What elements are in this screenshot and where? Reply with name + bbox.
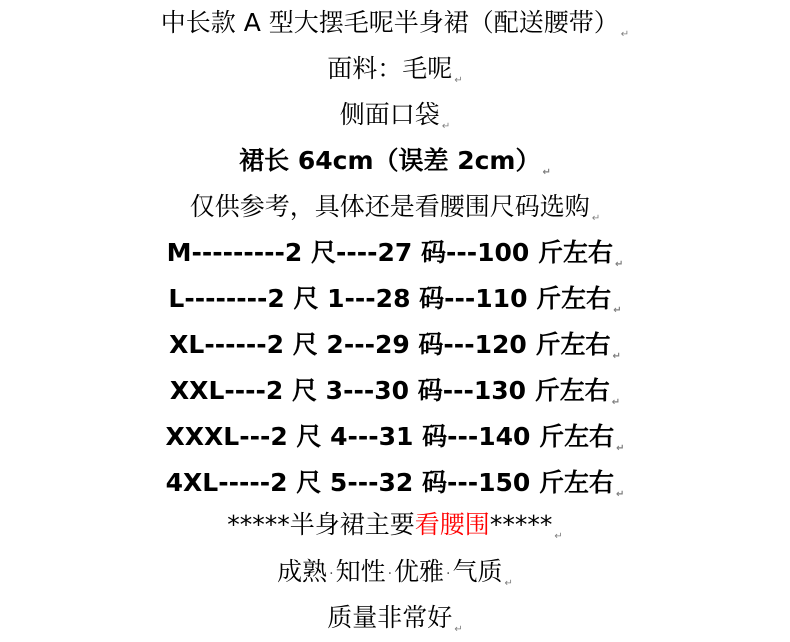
reference-note-text: 仅供参考，具体还是看腰围尺码选购 bbox=[189, 192, 590, 221]
paragraph-mark-icon: ↵ bbox=[614, 259, 624, 270]
size-row-xxxl bbox=[0, 417, 790, 457]
size-row-text: 4XL-----2 尺 5---32 码---150 斤左右 bbox=[165, 468, 614, 497]
size-row-xl bbox=[0, 325, 790, 365]
closing-text: 质量非常好 bbox=[327, 603, 453, 632]
pocket-line bbox=[0, 95, 790, 135]
paragraph-mark-icon: ↵ bbox=[454, 75, 463, 86]
size-row-text: XL------2 尺 2---29 码---120 斤左右 bbox=[169, 330, 611, 359]
size-row-l bbox=[0, 279, 790, 319]
pocket-text: 侧面口袋 bbox=[339, 100, 440, 129]
quality-item: 优雅 bbox=[394, 557, 445, 586]
paragraph-mark-icon: ↵ bbox=[454, 624, 463, 635]
product-title-line bbox=[0, 3, 790, 43]
quality-item: 气质 bbox=[452, 557, 503, 586]
paragraph-mark-icon: ↵ bbox=[441, 121, 451, 132]
product-title: 中长款 A 型大摆毛呢半身裙（配送腰带） bbox=[160, 8, 619, 37]
paragraph-mark-icon: ↵ bbox=[504, 578, 513, 589]
separator-dot-icon: · bbox=[329, 566, 334, 582]
material-text: 面料：毛呢 bbox=[327, 54, 453, 83]
reference-note-line bbox=[0, 187, 790, 227]
paragraph-mark-icon: ↵ bbox=[542, 167, 551, 178]
paragraph-mark-icon: ↵ bbox=[611, 397, 621, 408]
size-row-text: M---------2 尺----27 码---100 斤左右 bbox=[166, 238, 613, 267]
emphasis-highlight: 看腰围 bbox=[414, 510, 490, 539]
paragraph-mark-icon: ↵ bbox=[554, 531, 563, 542]
paragraph-mark-icon: ↵ bbox=[612, 351, 621, 362]
separator-dot-icon: · bbox=[446, 566, 451, 582]
closing-line bbox=[0, 598, 790, 638]
size-row-text: XXXL---2 尺 4---31 码---140 斤左右 bbox=[165, 422, 615, 451]
size-row-m bbox=[0, 233, 790, 273]
waist-emphasis-line bbox=[0, 505, 790, 545]
quality-item: 成熟 bbox=[277, 557, 328, 586]
paragraph-mark-icon: ↵ bbox=[620, 29, 630, 40]
size-row-4xl bbox=[0, 463, 790, 503]
skirt-length-line bbox=[0, 141, 790, 181]
paragraph-mark-icon: ↵ bbox=[613, 305, 622, 316]
separator-dot-icon: · bbox=[387, 566, 393, 582]
qualities-line bbox=[0, 552, 790, 592]
size-row-xxl bbox=[0, 371, 790, 411]
size-row-text: XXL----2 尺 3---30 码---130 斤左右 bbox=[169, 376, 610, 405]
quality-item: 知性 bbox=[335, 557, 386, 586]
size-row-text: L--------2 尺 1---28 码---110 斤左右 bbox=[168, 284, 612, 313]
material-line bbox=[0, 49, 790, 89]
paragraph-mark-icon: ↵ bbox=[591, 213, 601, 224]
paragraph-mark-icon: ↵ bbox=[616, 443, 625, 454]
emphasis-suffix: ***** bbox=[489, 510, 553, 539]
paragraph-mark-icon: ↵ bbox=[615, 489, 625, 500]
emphasis-prefix: *****半身裙主要 bbox=[227, 510, 415, 539]
skirt-length-text: 裙长 64cm（误差 2cm） bbox=[239, 146, 541, 175]
